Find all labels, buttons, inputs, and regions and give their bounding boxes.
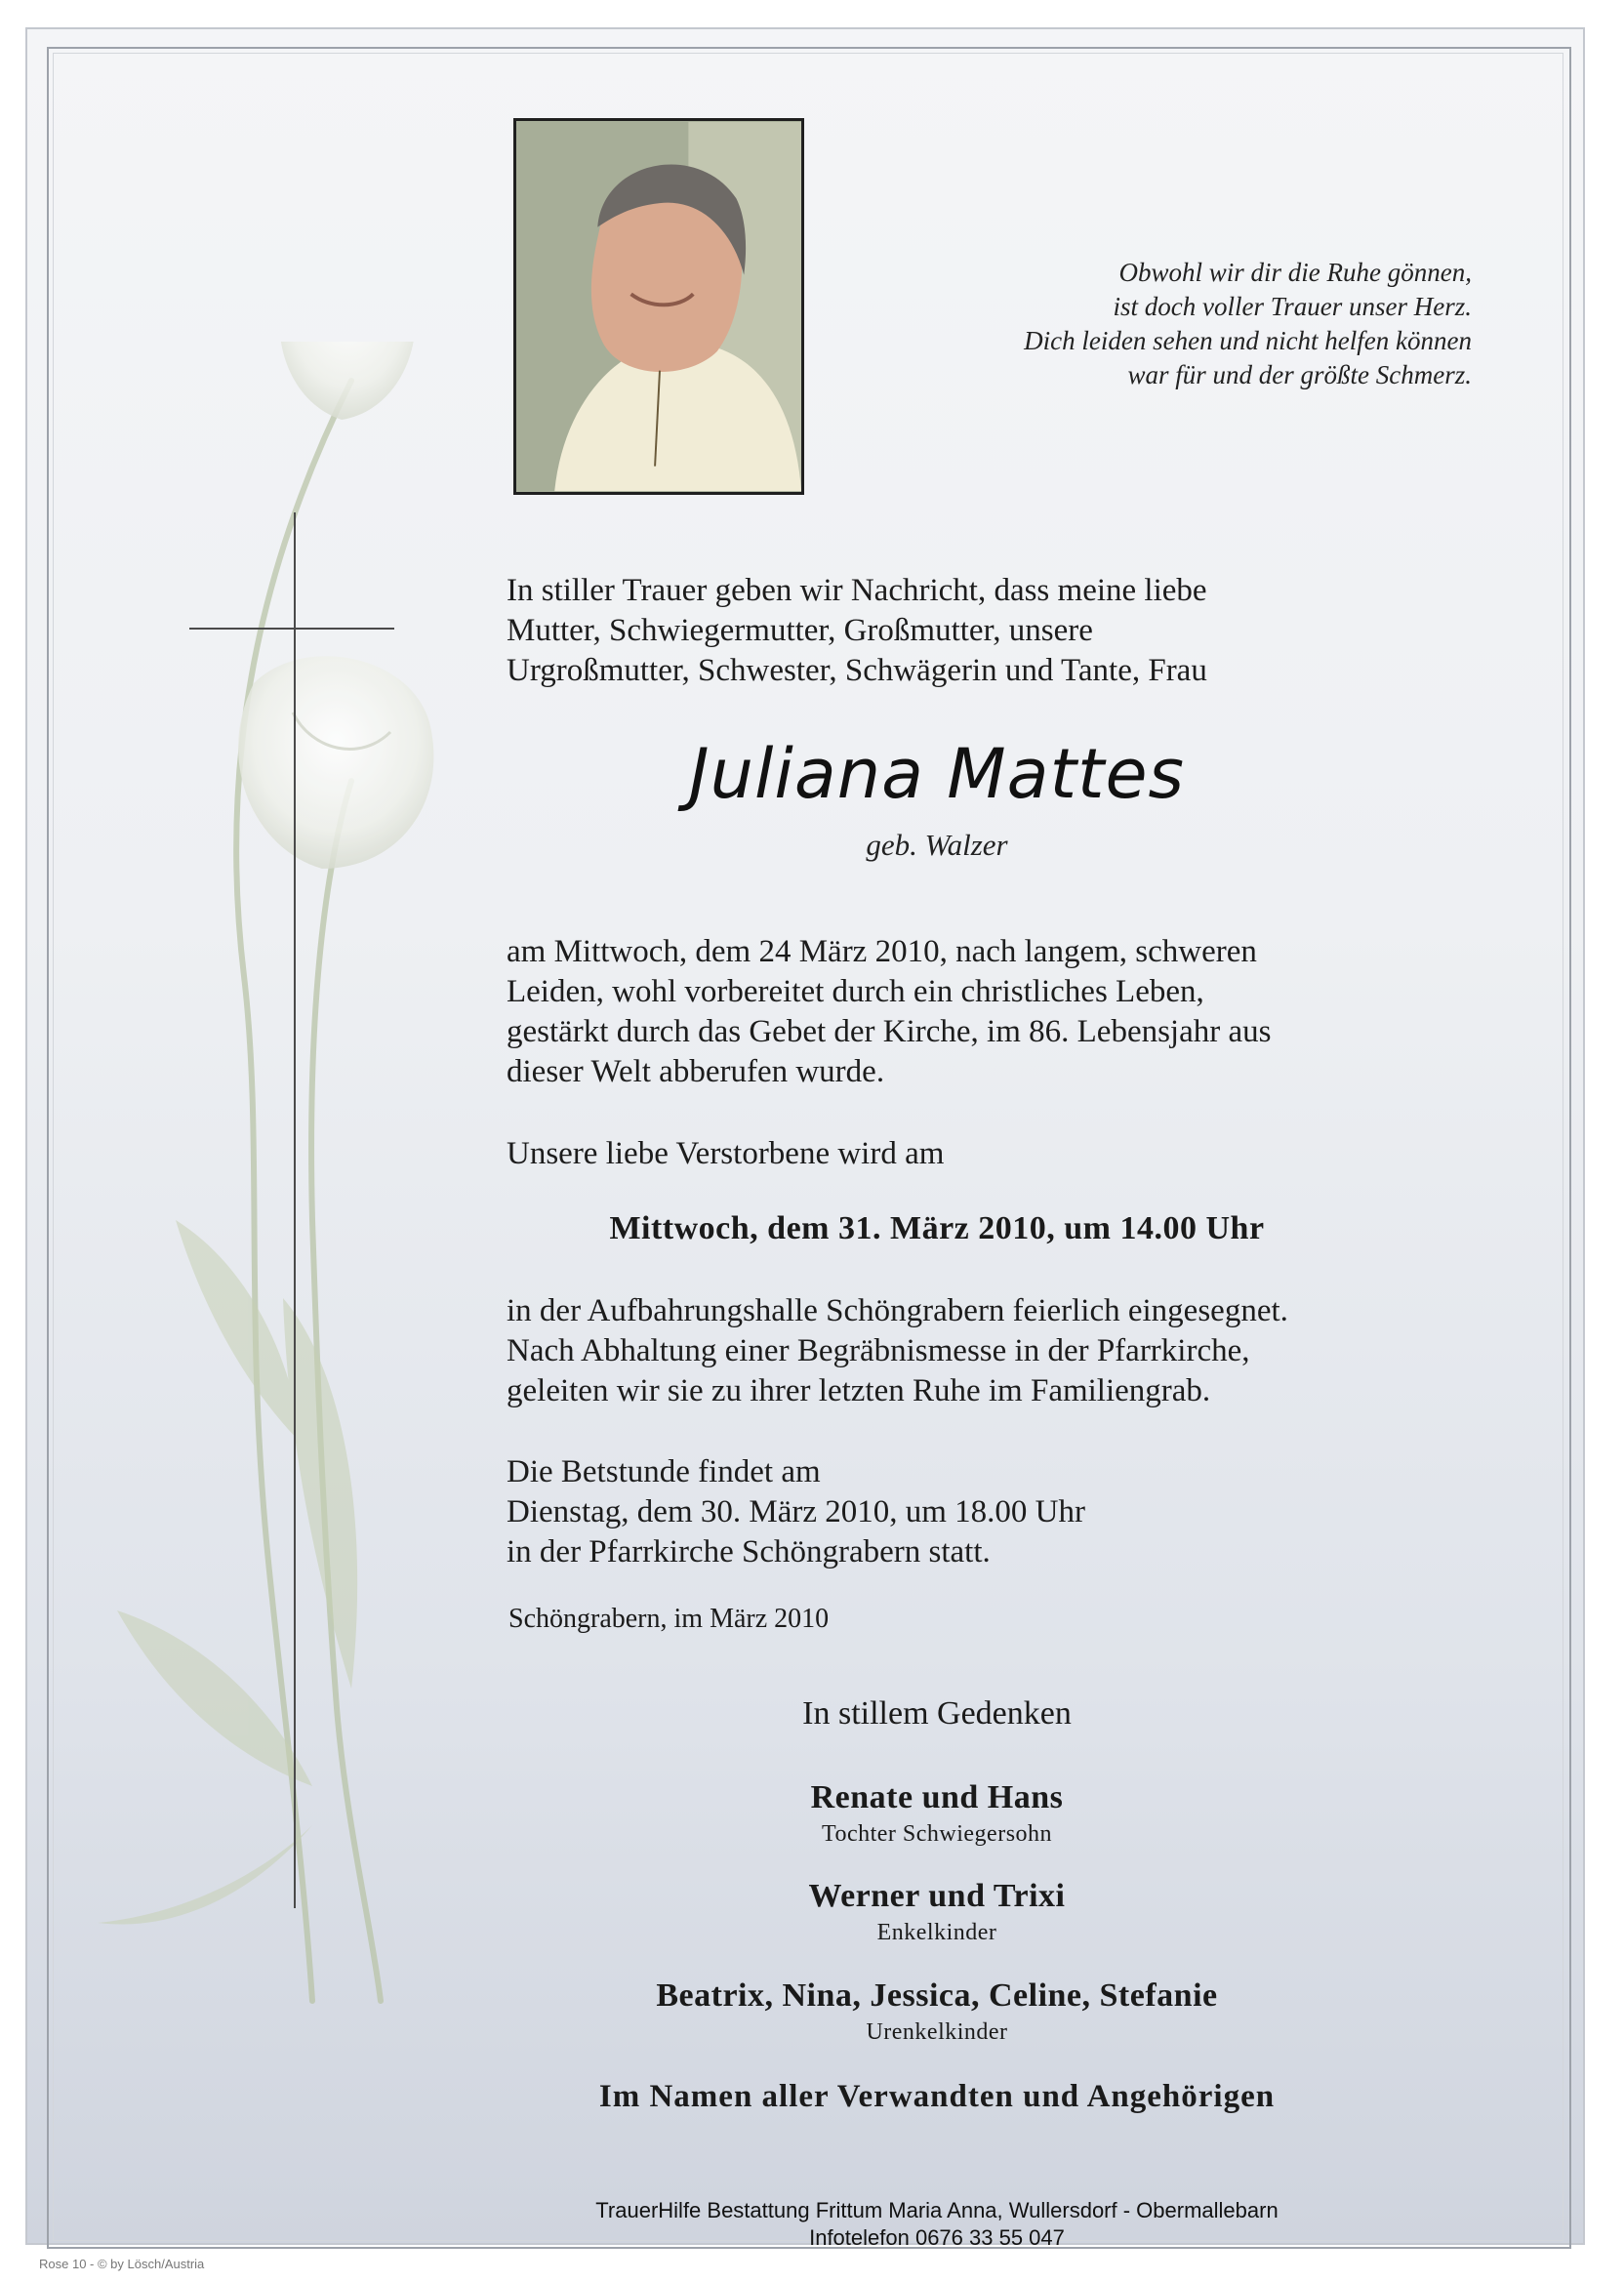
poem-line: Obwohl wir dir die Ruhe gönnen, xyxy=(1118,258,1472,287)
cross-vertical xyxy=(294,512,296,1908)
intro-line: Mutter, Schwiegermutter, Großmutter, unsere xyxy=(507,613,1093,648)
family-role: Enkelkinder xyxy=(876,1920,997,1945)
death-text-line: Leiden, wohl vorbereitet durch ein christliches Leben, xyxy=(507,974,1204,1009)
cross-horizontal xyxy=(189,628,394,630)
info-phone: Infotelefon 0676 33 55 047 xyxy=(809,2225,1065,2250)
poem-line: ist doch voller Trauer unser Herz. xyxy=(1113,292,1472,321)
deceased-name: Juliana Mattes xyxy=(688,734,1186,814)
family-role: Tochter Schwiegersohn xyxy=(821,1821,1053,1847)
prayer-text-line: Die Betstunde findet am xyxy=(507,1454,821,1489)
funeral-date: Mittwoch, dem 31. März 2010, um 14.00 Uhr xyxy=(609,1210,1265,1246)
funeral-text-line: in der Aufbahrungshalle Schöngrabern feierlich eingesegnet. xyxy=(507,1293,1288,1328)
poem xyxy=(789,256,1472,392)
death-text-line: am Mittwoch, dem 24 März 2010, nach langem, schweren xyxy=(507,934,1257,969)
death-text-line: dieser Welt abberufen wurde. xyxy=(507,1054,885,1089)
birth-name: geb. Walzer xyxy=(866,828,1008,862)
intro-line: In stiller Trauer geben wir Nachricht, dass meine liebe xyxy=(507,573,1207,608)
closing-line: Im Namen aller Verwandten und Angehörigen xyxy=(598,2079,1276,2114)
family-names: Beatrix, Nina, Jessica, Celine, Stefanie xyxy=(656,1977,1218,2014)
poem-line: Dich leiden sehen und nicht helfen können xyxy=(1024,326,1472,355)
funeral-home-info: TrauerHilfe Bestattung Frittum Maria Anna, Wullersdorf - Obermallebarn xyxy=(595,2198,1279,2222)
portrait-photo xyxy=(513,118,804,495)
funeral-text-line: Nach Abhaltung einer Begräbnismesse in der Pfarrkirche, xyxy=(507,1333,1250,1368)
place-date: Schöngrabern, im März 2010 xyxy=(508,1604,830,1634)
prayer-text-line: Dienstag, dem 30. März 2010, um 18.00 Uhr xyxy=(507,1494,1085,1529)
funeral-text-line: geleiten wir sie zu ihrer letzten Ruhe im Familiengrab. xyxy=(507,1373,1211,1408)
intro-line: Urgroßmutter, Schwester, Schwägerin und Tante, Frau xyxy=(507,653,1207,688)
family-role: Urenkelkinder xyxy=(866,2019,1008,2045)
memory-heading: In stillem Gedenken xyxy=(802,1695,1072,1732)
family-names: Renate und Hans xyxy=(810,1779,1064,1815)
prayer-text-line: in der Pfarrkirche Schöngrabern statt. xyxy=(507,1534,991,1569)
family-names: Werner und Trixi xyxy=(808,1878,1066,1914)
funeral-intro: Unsere liebe Verstorbene wird am xyxy=(507,1136,945,1171)
rose-illustration xyxy=(59,342,478,2059)
death-text-line: gestärkt durch das Gebet der Kirche, im 86. Lebensjahr aus xyxy=(507,1014,1272,1049)
copyright-note: Rose 10 - © by Lösch/Austria xyxy=(39,2257,205,2271)
poem-line: war für und der größte Schmerz. xyxy=(1127,360,1472,389)
